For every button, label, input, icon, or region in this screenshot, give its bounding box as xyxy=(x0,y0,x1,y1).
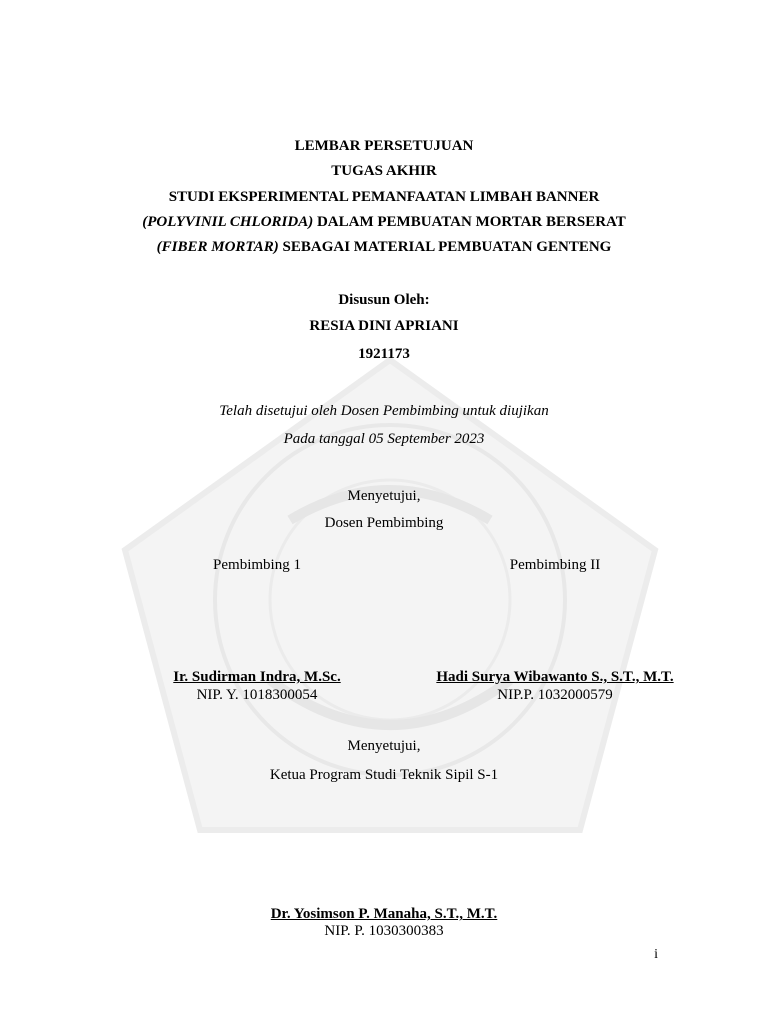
head-approved-label: Menyetujui, xyxy=(347,738,421,754)
advisor1-nip: NIP. Y. 1018300054 xyxy=(196,687,318,703)
page-title: LEMBAR PERSETUJUAN xyxy=(294,138,474,154)
approval-statement: Telah disetujui oleh Dosen Pembimbing untuk diujikan xyxy=(219,403,549,419)
advisors-approved-label: Menyetujui, xyxy=(347,488,421,504)
author-id: 1921173 xyxy=(358,346,410,362)
author-label: Disusun Oleh: xyxy=(338,292,430,308)
page-subtitle: TUGAS AKHIR xyxy=(331,163,437,179)
page-number: i xyxy=(654,947,658,962)
advisor1-name: Ir. Sudirman Indra, M.Sc. xyxy=(173,669,341,685)
author-name: RESIA DINI APRIANI xyxy=(309,318,459,334)
thesis-title-line3 xyxy=(0,238,768,256)
approval-date: Pada tanggal 05 September 2023 xyxy=(283,431,485,447)
thesis-title-line3-rest: SEBAGAI MATERIAL PEMBUATAN GENTENG xyxy=(278,239,612,255)
advisor2-label: Pembimbing II xyxy=(509,557,601,573)
thesis-title-line2-italic: (POLYVINIL CHLORIDA) xyxy=(142,214,314,230)
thesis-title-line2 xyxy=(0,213,768,231)
thesis-title-line3-italic: (FIBER MORTAR) xyxy=(156,239,279,255)
advisor2-name: Hadi Surya Wibawanto S., S.T., M.T. xyxy=(436,669,674,685)
thesis-title-line2-rest: DALAM PEMBUATAN MORTAR BERSERAT xyxy=(313,214,626,230)
head-nip: NIP. P. 1030300383 xyxy=(324,923,444,939)
thesis-title-line1: STUDI EKSPERIMENTAL PEMANFAATAN LIMBAH BANNER xyxy=(168,189,600,205)
advisor1-label: Pembimbing 1 xyxy=(213,557,301,573)
head-name: Dr. Yosimson P. Manaha, S.T., M.T. xyxy=(270,906,498,922)
advisors-role: Dosen Pembimbing xyxy=(324,515,444,531)
advisor2-nip: NIP.P. 1032000579 xyxy=(497,687,613,703)
head-role: Ketua Program Studi Teknik Sipil S-1 xyxy=(269,767,499,783)
